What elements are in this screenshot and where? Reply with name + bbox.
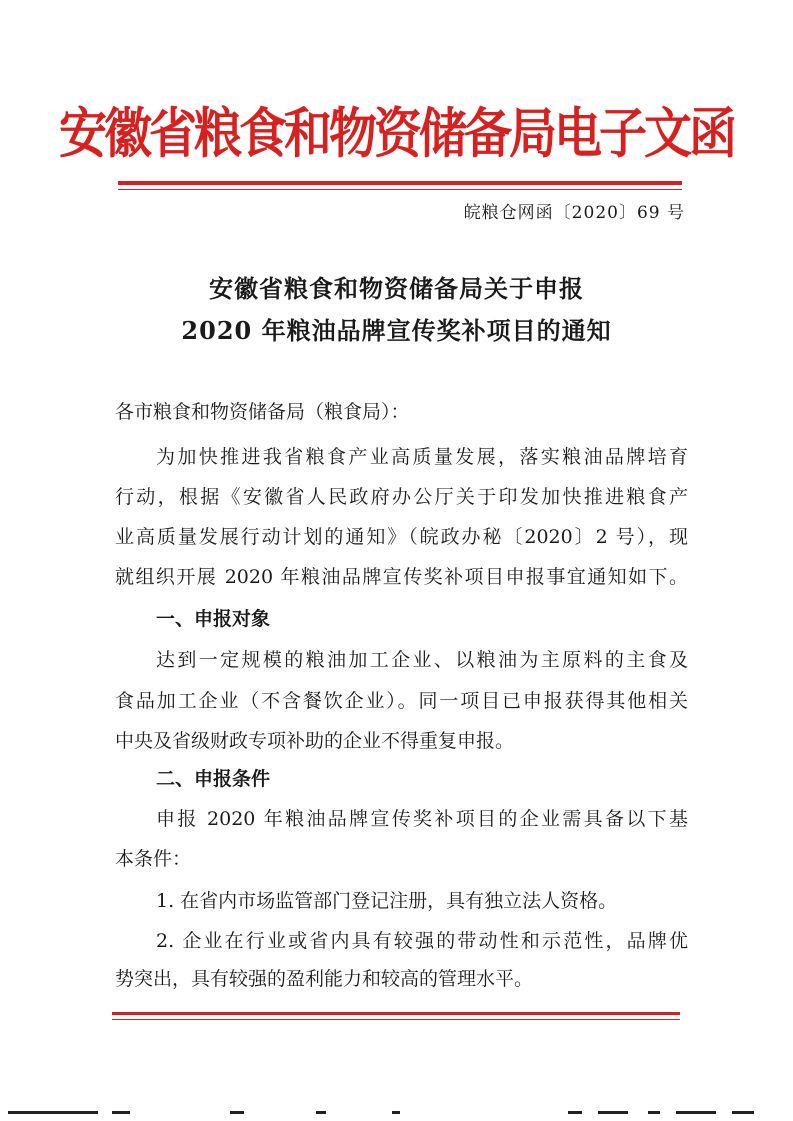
- condition-item-1: 1. 在省内市场监管部门登记注册，具有独立法人资格。: [156, 890, 618, 912]
- paragraph-line: 中央及省级财政专项补助的企业不得重复申报。: [115, 730, 515, 752]
- paragraph-line: 行动，根据《安徽省人民政府办公厅关于印发加快推进粮食产: [115, 486, 688, 508]
- scan-edge-mark: [112, 1111, 130, 1114]
- section-heading-2: 二、申报条件: [156, 768, 271, 790]
- scan-edge-mark: [8, 1111, 98, 1114]
- scan-edge-mark: [676, 1111, 716, 1114]
- notice-title-line-2: 2020 年粮油品牌宣传奖补项目的通知: [181, 316, 612, 345]
- scan-edge-mark: [316, 1111, 326, 1114]
- paragraph-line: 食品加工企业（不含餐饮企业）。同一项目已申报获得其他相关: [115, 690, 688, 712]
- condition-item-2-line: 2. 企业在行业或省内具有较强的带动性和示范性，品牌优: [156, 930, 688, 952]
- paragraph-line: 本条件：: [115, 848, 192, 870]
- footer-rule-thick: [112, 1012, 680, 1015]
- paragraph-line: 业高质量发展行动计划的通知》（皖政办秘〔2020〕2 号），现: [115, 526, 688, 548]
- paragraph-line: 申报 2020 年粮油品牌宣传奖补项目的企业需具备以下基: [156, 808, 688, 830]
- notice-title-line-1: 安徽省粮食和物资储备局关于申报: [209, 274, 584, 303]
- scan-edge-mark: [230, 1111, 244, 1114]
- salutation: 各市粮食和物资储备局（粮食局）：: [115, 401, 410, 423]
- scan-edge-mark: [568, 1111, 582, 1114]
- condition-item-2-line: 势突出，具有较强的盈利能力和较高的管理水平。: [115, 968, 534, 990]
- masthead-rule-thick: [118, 181, 682, 185]
- scan-edge-mark: [732, 1111, 754, 1114]
- section-heading-1: 一、申报对象: [156, 608, 271, 630]
- scan-edge-mark: [598, 1111, 628, 1114]
- paragraph-line: 就组织开展 2020 年粮油品牌宣传奖补项目申报事宜通知如下。: [115, 566, 688, 588]
- scan-edge-mark: [648, 1111, 660, 1114]
- masthead-title: 安徽省粮食和物资储备局电子文函: [58, 102, 734, 166]
- footer-rule-thin: [112, 1019, 680, 1020]
- scan-edge-mark: [392, 1111, 400, 1114]
- paragraph-line: 为加快推进我省粮食产业高质量发展，落实粮油品牌培育: [156, 446, 688, 468]
- masthead-rule-thin: [118, 189, 682, 190]
- paragraph-line: 达到一定规模的粮油加工企业、以粮油为主原料的主食及: [156, 649, 688, 671]
- document-number: 皖粮仓网函〔2020〕69 号: [463, 203, 685, 223]
